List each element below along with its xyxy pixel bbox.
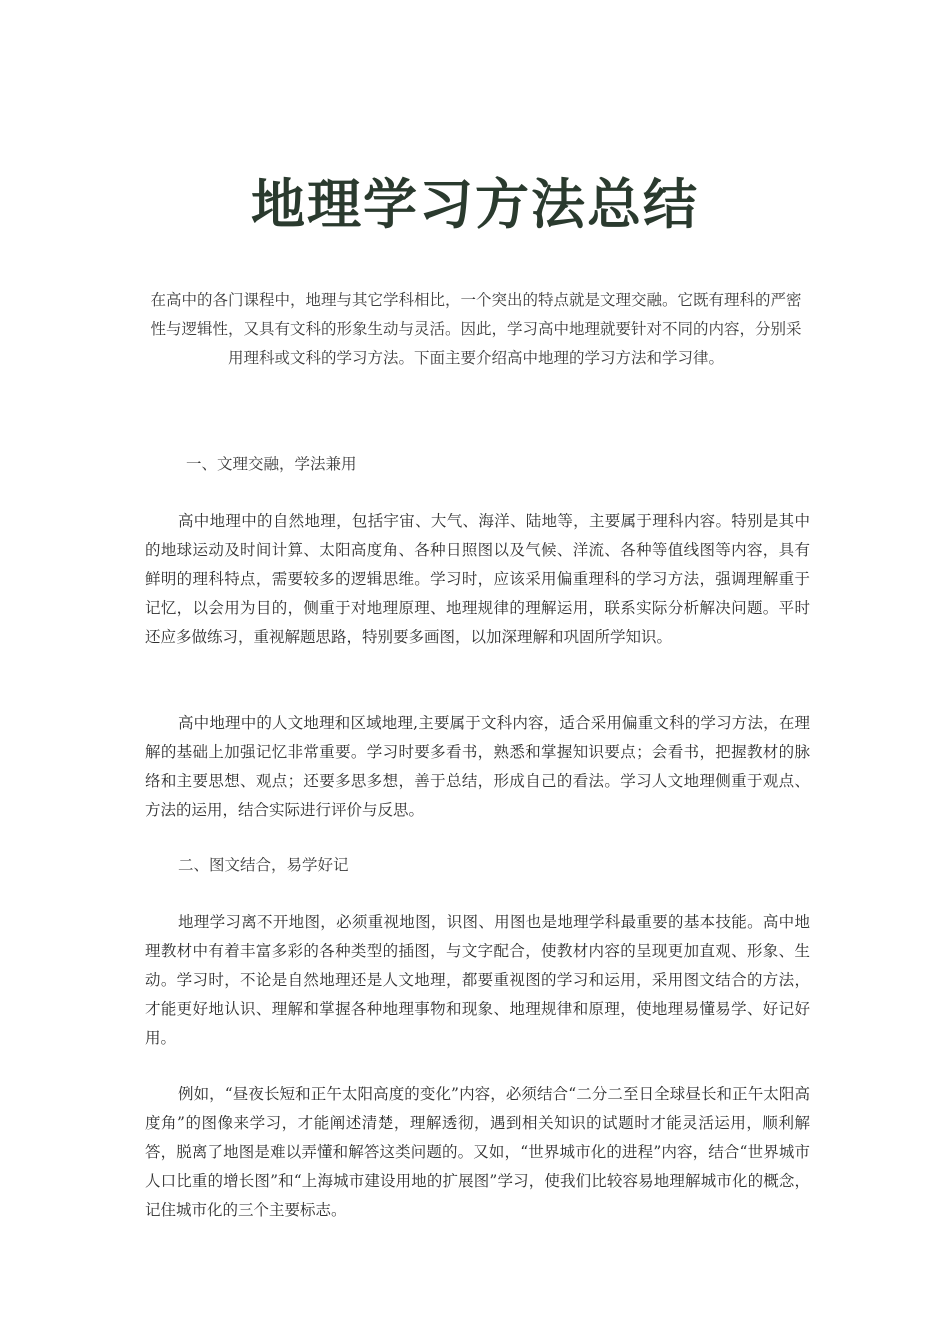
section1-paragraph-2: 高中地理中的人文地理和区域地理,主要属于文科内容，适合采用偏重文科的学习方法，在理解的基础上加强记忆非常重要。学习时要多看书，熟悉和掌握知识要点；会看书，把握教材的脉络和主要思想、观点；还要多思多想，善于总结，形成自己的看法。学习人文地理侧重于观点、方法的运用，结合实际进行评价与反思。 — [145, 714, 810, 819]
section2-paragraph-2: 例如，“昼夜长短和正午太阳高度的变化”内容，必须结合“二分二至日全球昼长和正午太阳高度角”的图像来学习，才能阐述清楚，理解透彻，遇到相关知识的试题时才能灵活运用，顺利解答，脱离了地图是难以弄懂和解答这类问题的。又如，“世界城市化的进程”内容，结合“世界城市人口比重的增长图”和“上海城市建设用地的扩展图”学习，使我们比较容易地理解城市化的概念，记住城市化的三个主要标志。 — [145, 1085, 810, 1219]
section-heading-1: 一、文理交融，学法兼用 — [186, 455, 357, 473]
section1-paragraph-1: 高中地理中的自然地理，包括宇宙、大气、海洋、陆地等，主要属于理科内容。特别是其中的地球运动及时间计算、太阳高度角、各种日照图以及气候、洋流、各种等值线图等内容，具有鲜明的理科特点，需要较多的逻辑思维。学习时，应该采用偏重理科的学习方法，强调理解重于记忆，以会用为目的，侧重于对地理原理、地理规律的理解运用，联系实际分析解决问题。平时还应多做练习，重视解题思路，特别要多画图，以加深理解和巩固所学知识。 — [145, 512, 810, 646]
intro-paragraph: 在高中的各门课程中，地理与其它学科相比，一个突出的特点就是文理交融。它既有理科的严密性与逻辑性，又具有文科的形象生动与灵活。因此，学习高中地理就要针对不同的内容，分别采用理科或文科的学习方法。下面主要介绍高中地理的学习方法和学习律。 — [150, 291, 802, 367]
section-heading-2: 二、图文结合，易学好记 — [178, 856, 349, 874]
section2-paragraph-1: 地理学习离不开地图，必须重视地图，识图、用图也是地理学科最重要的基本技能。高中地理教材中有着丰富多彩的各种类型的插图，与文字配合，使教材内容的呈现更加直观、形象、生动。学习时，不论是自然地理还是人文地理，都要重视图的学习和运用，采用图文结合的方法，才能更好地认识、理解和掌握各种地理事物和现象、地理规律和原理，使地理易懂易学、好记好用。 — [145, 913, 810, 1047]
document-title: 地理学习方法总结 — [251, 172, 699, 236]
